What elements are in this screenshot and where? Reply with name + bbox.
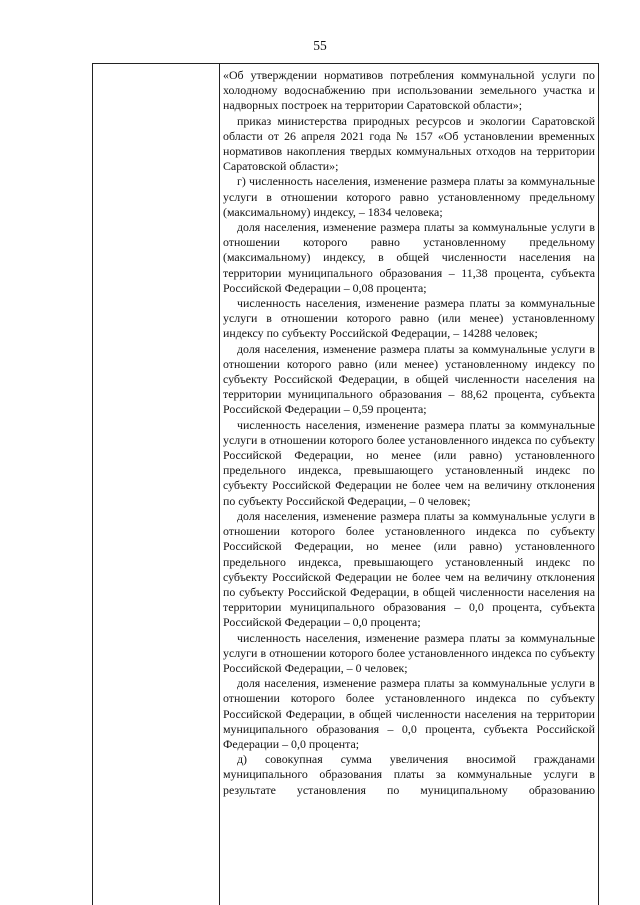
paragraph: численность населения, изменение размера платы за коммунальные услуги в отношении которого более установленного индекса по субъекту Российской Федерации, – 0 человек;: [223, 630, 595, 675]
document-table: [92, 63, 599, 905]
paragraph: численность населения, изменение размера платы за коммунальные услуги в отношении которого более установленного индекса по субъекту Российской Федерации, но менее (или равно) установленного предельного индекса, превышающего установленный индекс по субъекту Российской Федерации не более чем на величину отклонения по субъекту Российской Федерации, – 0 человек;: [223, 417, 595, 508]
table-text-cell: [223, 68, 595, 798]
page-number: 55: [313, 38, 327, 53]
column-divider: [219, 64, 220, 905]
paragraph: «Об утверждении нормативов потребления коммунальной услуги по холодному водоснабжению при использовании земельного участка и надворных построек на территории Саратовской области»;: [223, 68, 595, 113]
paragraph: д) совокупная сумма увеличения вносимой гражданами муниципального образования платы за коммунальные услуги в результате установления по муниципальному образованию: [223, 752, 595, 797]
paragraph: численность населения, изменение размера платы за коммунальные услуги в отношении которого равно (или менее) установленному индексу по субъекту Российской Федерации, – 14288 человек;: [223, 296, 595, 341]
paragraph: приказ министерства природных ресурсов и экологии Саратовской области от 26 апреля 2021 года № 157 «Об установлении временных нормативов накопления твердых коммунальных отходов на территории Саратовской области»;: [223, 113, 595, 174]
paragraph: доля населения, изменение размера платы за коммунальные услуги в отношении которого равно (или менее) установленному индексу по субъекту Российской Федерации, в общей численности населения на территории муниципального образования – 88,62 процента, субъекта Российской Федерации – 0,59 процента;: [223, 341, 595, 417]
paragraph: доля населения, изменение размера платы за коммунальные услуги в отношении которого более установленного индекса по субъекту Российской Федерации, в общей численности населения на территории муниципального образования – 0,0 процента, субъекта Российской Федерации – 0,0 процента;: [223, 676, 595, 751]
paragraph: доля населения, изменение размера платы за коммунальные услуги в отношении которого более установленного индекса по субъекту Российской Федерации, но менее (или равно) установленного предельного индекса, превышающего установленный индекс по субъекту Российской Федерации не более чем на величину отклонения по субъекту Российской Федерации, в общей численности населения на территории муниципального образования – 0,0 процента, субъекта Российской Федерации – 0,0 процента;: [223, 508, 595, 630]
paragraph: г) численность населения, изменение размера платы за коммунальные услуги в отношении которого равно установленному предельному (максимальному) индексу, – 1834 человека;: [223, 174, 595, 219]
paragraph: доля населения, изменение размера платы за коммунальные услуги в отношении которого равно установленному предельному (максимальному) индексу, в общей численности населения на территории муниципального образования – 11,38 процента, субъекта Российской Федерации – 0,08 процента;: [223, 220, 595, 295]
